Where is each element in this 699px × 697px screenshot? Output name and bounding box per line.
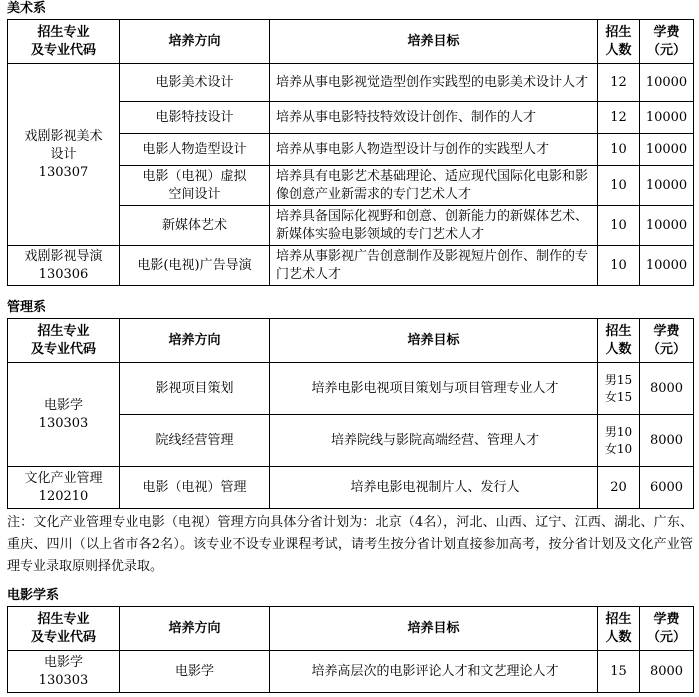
goal-cell: 培养从事影视广告创意制作及影视短片创作、制作的专门艺术人才 (270, 246, 598, 286)
header-fee: 学费 （元） (640, 319, 694, 363)
count-cell: 12 (598, 102, 640, 134)
goal-cell: 培养电影电视制片人、发行人 (270, 467, 598, 509)
fee-cell: 10000 (640, 102, 694, 134)
header-major: 招生专业 及专业代码 (8, 607, 120, 651)
fee-cell: 10000 (640, 206, 694, 246)
goal-cell: 培养高层次的电影评论人才和文艺理论人才 (270, 651, 598, 693)
major-code: 130303 (38, 672, 89, 688)
header-goal: 培养目标 (270, 319, 598, 363)
film-studies-table (7, 606, 694, 693)
major-cell (8, 64, 120, 246)
table-header-row (8, 319, 694, 363)
fee-cell: 10000 (640, 134, 694, 166)
header-count: 招生 人数 (598, 20, 640, 64)
count-cell: 10 (598, 166, 640, 206)
count-cell: 12 (598, 64, 640, 102)
count-cell: 20 (598, 467, 640, 509)
footnote: 注：文化产业管理专业电影（电视）管理方向具体分省计划为：北京（4名），河北、山西、辽宁、江西、湖北、广东、重庆、四川（以上省市各2名）。该专业不设专业课程考试，请考生按分省计划直接参加高考，按分省计划及文化产业管理专业录取原则择优录取。 (7, 515, 693, 574)
fee-cell: 8000 (640, 415, 694, 467)
table-row (8, 64, 694, 102)
count-cell: 10 (598, 206, 640, 246)
major-code: 130306 (38, 266, 89, 282)
header-direction: 培养方向 (120, 20, 270, 64)
fee-cell: 6000 (640, 467, 694, 509)
major-name: 戏剧影视美术 设计 (24, 128, 103, 162)
direction-cell: 电影美术设计 (120, 64, 270, 102)
header-goal: 培养目标 (270, 20, 598, 64)
header-fee: 学费 （元） (640, 20, 694, 64)
fee-cell: 8000 (640, 651, 694, 693)
direction-cell: 电影（电视）管理 (120, 467, 270, 509)
direction-cell: 电影人物造型设计 (120, 134, 270, 166)
table-row (8, 246, 694, 286)
direction-cell: 电影（电视）虚拟 空间设计 (120, 166, 270, 206)
count-cell: 15 (598, 651, 640, 693)
art-table (7, 19, 694, 286)
major-cell (8, 363, 120, 467)
major-name: 戏剧影视导演 (24, 248, 103, 264)
major-code: 130307 (38, 164, 89, 180)
direction-cell: 电影特技设计 (120, 102, 270, 134)
fee-cell: 10000 (640, 166, 694, 206)
section-title-management: 管理系 (7, 300, 47, 315)
header-goal: 培养目标 (270, 607, 598, 651)
count-cell: 10 (598, 246, 640, 286)
header-major: 招生专业 及专业代码 (8, 20, 120, 64)
major-name: 文化产业管理 (24, 470, 103, 486)
table-row (8, 363, 694, 415)
header-major: 招生专业 及专业代码 (8, 319, 120, 363)
goal-cell: 培养电影电视项目策划与项目管理专业人才 (270, 363, 598, 415)
goal-cell: 培养从事电影特技特效设计创作、制作的人才 (270, 102, 598, 134)
section-title-film-studies: 电影学系 (7, 588, 60, 603)
table-header-row (8, 20, 694, 64)
goal-cell: 培养从事电影视觉造型创作实践型的电影美术设计人才 (270, 64, 598, 102)
count-cell: 男15 女15 (598, 363, 640, 415)
count-cell: 男10 女10 (598, 415, 640, 467)
direction-cell: 新媒体艺术 (120, 206, 270, 246)
direction-cell: 院线经营管理 (120, 415, 270, 467)
direction-cell: 电影学 (120, 651, 270, 693)
major-name: 电影学 (43, 397, 83, 413)
goal-cell: 培养具备国际化视野和创意、创新能力的新媒体艺术、新媒体实验电影领域的专门艺术人才 (270, 206, 598, 246)
header-fee: 学费 （元） (640, 607, 694, 651)
management-table (7, 318, 694, 509)
header-count: 招生 人数 (598, 319, 640, 363)
count-cell: 10 (598, 134, 640, 166)
major-cell (8, 246, 120, 286)
major-code: 130303 (38, 415, 89, 431)
major-name: 电影学 (43, 654, 83, 670)
direction-cell: 影视项目策划 (120, 363, 270, 415)
major-cell (8, 651, 120, 693)
header-count: 招生 人数 (598, 607, 640, 651)
goal-cell: 培养从事电影人物造型设计与创作的实践型人才 (270, 134, 598, 166)
header-direction: 培养方向 (120, 607, 270, 651)
header-direction: 培养方向 (120, 319, 270, 363)
major-code: 120210 (38, 488, 89, 504)
fee-cell: 8000 (640, 363, 694, 415)
table-row (8, 651, 694, 693)
goal-cell: 培养具有电影艺术基础理论、适应现代国际化电影和影像创意产业新需求的专门艺术人才 (270, 166, 598, 206)
direction-cell: 电影(电视)广告导演 (120, 246, 270, 286)
major-cell (8, 467, 120, 509)
table-row (8, 467, 694, 509)
fee-cell: 10000 (640, 246, 694, 286)
table-header-row (8, 607, 694, 651)
goal-cell: 培养院线与影院高端经营、管理人才 (270, 415, 598, 467)
section-title-art: 美术系 (7, 1, 47, 16)
fee-cell: 10000 (640, 64, 694, 102)
